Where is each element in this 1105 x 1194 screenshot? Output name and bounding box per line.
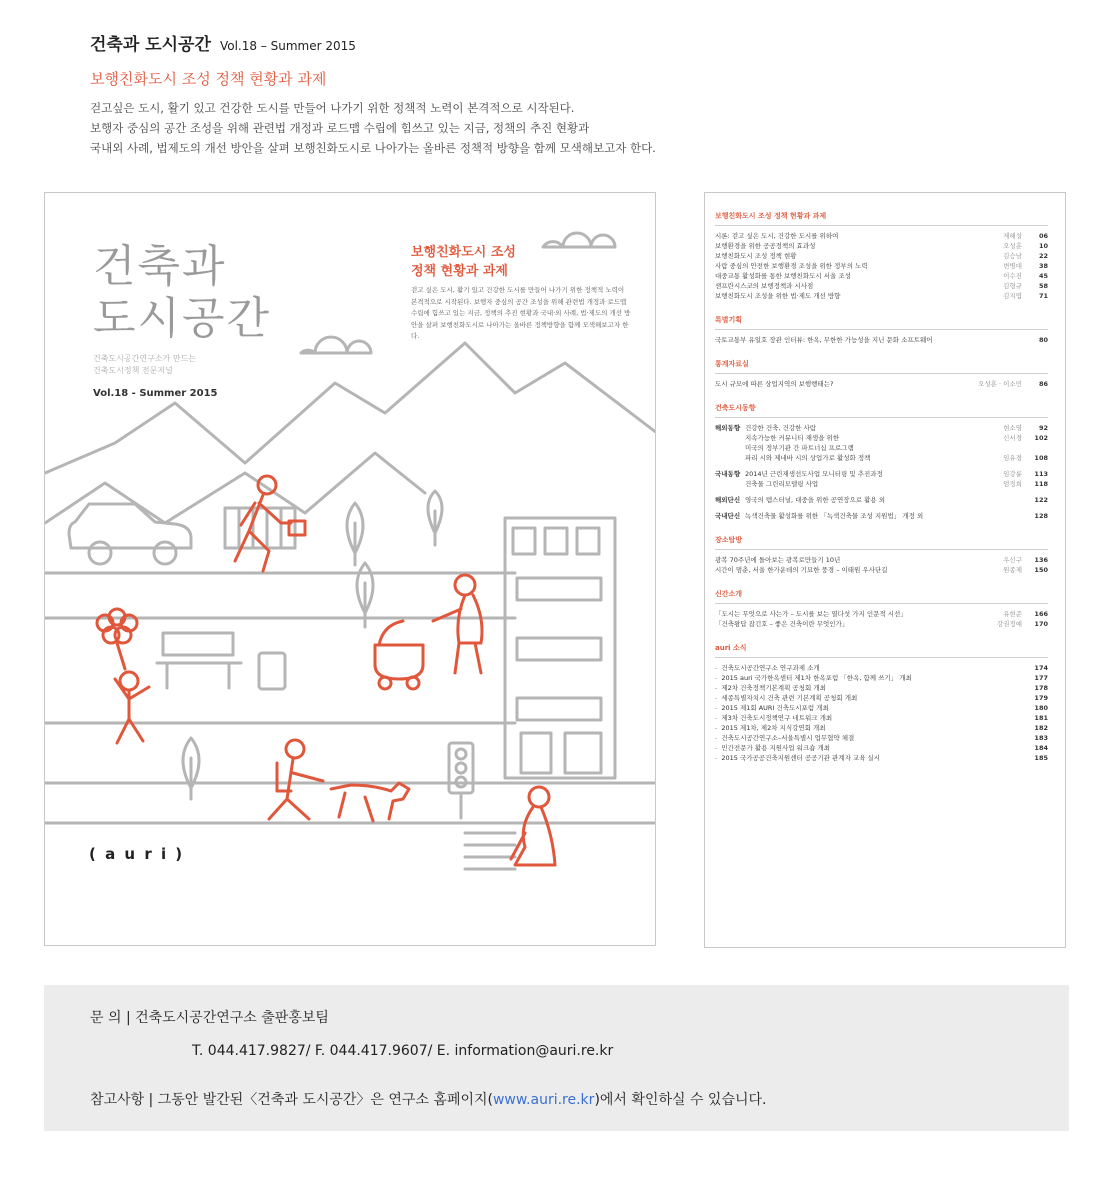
toc-entry-title: 대중교통 활성화를 통한 보행친화도시 서울 조성 — [715, 272, 851, 280]
toc-entry-title: - 2015 auri 국가한옥센터 제1차 한옥포럼 「한옥, 함께 쓰기」 개최 — [715, 673, 964, 683]
toc-author — [964, 723, 1022, 733]
toc-page: 183 — [1034, 734, 1048, 742]
toc-author: 이수진 — [1003, 272, 1022, 280]
toc-section — [715, 359, 1048, 399]
toc-page: 174 — [1034, 664, 1048, 672]
toc-page: 177 — [1034, 674, 1048, 682]
toc-author — [964, 673, 1022, 683]
toc-page: 45 — [1038, 272, 1048, 280]
toc-author: 원종제 — [1003, 566, 1022, 574]
toc-page: 92 — [1038, 424, 1048, 432]
toc-author — [964, 335, 1022, 345]
toc-row[interactable] — [715, 261, 1048, 271]
toc-page: 166 — [1034, 610, 1048, 618]
toc-author — [964, 683, 1022, 693]
toc-category — [715, 479, 745, 489]
toc-page: 122 — [1034, 496, 1048, 504]
cover-volume: Vol.18 - Summer 2015 — [93, 388, 218, 399]
toc-entry-title: 보행환경을 위한 공공정책의 효과성 — [715, 242, 816, 250]
toc-page: 180 — [1034, 704, 1048, 712]
toc-page: 06 — [1038, 232, 1048, 240]
toc-author: 임강륜 — [1003, 470, 1022, 478]
phone-line: T. 044.417.9827/ F. 044.417.9607/ E. information@auri.re.kr — [192, 1043, 614, 1059]
toc-entry-title: 녹색건축물 활성화를 위한 「녹색건축물 조성 지원법」 개정 외 — [745, 512, 924, 520]
toc-section-title: 보행친화도시 조성 정책 현황과 과제 — [715, 211, 1048, 226]
toc-author: 제해성 — [1003, 232, 1022, 240]
toc-author: 오성훈 — [1003, 242, 1022, 250]
magazine-cover[interactable] — [44, 192, 656, 946]
toc-entry-title: 건강한 건축, 건강한 사람 — [745, 424, 817, 432]
toc-author: 우신구 — [1003, 556, 1022, 564]
toc-row[interactable] — [715, 271, 1048, 281]
toc-row[interactable] — [715, 673, 1048, 683]
toc-author — [964, 743, 1022, 753]
toc-entry-title: 도시 규모에 따른 상업지역의 보행행태는? — [715, 380, 834, 388]
toc-author: 변병대 — [1003, 262, 1022, 270]
toc-page: 108 — [1034, 454, 1048, 462]
toc-page: 22 — [1038, 252, 1048, 260]
contact-box — [44, 985, 1069, 1131]
toc-entry-title: 지속가능한 커뮤니티 재생을 위한 미국의 정부기관 간 파트너십 프로그램 — [745, 434, 854, 452]
toc-author: 임유경 — [1003, 454, 1022, 462]
toc-section — [715, 589, 1048, 639]
magazine-title: 건축과 도시공간 — [90, 35, 211, 55]
toc-entry-title: 「건축왕답 잡긴호 – 좋은 건축이란 무엇인가」 — [715, 620, 849, 628]
toc-page: 118 — [1034, 480, 1048, 488]
toc-row[interactable] — [715, 335, 1048, 345]
cover-logo-line: 건축과 — [93, 241, 227, 292]
toc-page: 136 — [1034, 556, 1048, 564]
toc-page: 113 — [1034, 470, 1048, 478]
toc-row[interactable] — [715, 251, 1048, 261]
toc-section-title: 장소탐방 — [715, 535, 1048, 550]
cover-headline — [411, 243, 516, 281]
toc-page: 181 — [1034, 714, 1048, 722]
toc-row[interactable] — [715, 231, 1048, 241]
toc-page: 102 — [1034, 434, 1048, 442]
toc-entry-title: - 제2차 건축정책기본계획 공청회 개최 — [715, 683, 964, 693]
toc-entry-title: 보행친화도시 조성 정책 현황 — [715, 252, 797, 260]
toc-row[interactable] — [715, 423, 1048, 433]
intro-line: 걷고싶은 도시, 활기 있고 건강한 도시를 만들어 나가기 위한 정책적 노력이 본격적으로 시작된다. — [90, 101, 575, 115]
toc-page: 71 — [1038, 292, 1048, 300]
toc-page: 38 — [1038, 262, 1048, 270]
note-prefix: 참고사항 | 그동안 발간된〈건축과 도시공간〉은 연구소 홈페이지( — [90, 1092, 493, 1108]
toc-author — [964, 753, 1022, 763]
toc-row[interactable] — [715, 743, 1048, 753]
cover-tagline — [93, 353, 196, 377]
toc-entry-title: 샌프란시스코의 보행정책과 시사점 — [715, 282, 814, 290]
toc-section-title: auri 소식 — [715, 643, 1048, 658]
toc-entry-title: 「도시는 무엇으로 사는가 – 도시를 보는 열다섯 가지 인문적 시선」 — [715, 610, 907, 618]
toc-row[interactable] — [715, 693, 1048, 703]
toc-row[interactable] — [715, 241, 1048, 251]
toc-row[interactable] — [715, 733, 1048, 743]
intro-text — [90, 98, 656, 158]
toc-author — [964, 733, 1022, 743]
toc-row[interactable] — [715, 453, 1048, 463]
toc-entry-title: - 건축도시공간연구소 연구과제 소개 — [715, 663, 964, 673]
toc-category: 해외동향 — [715, 424, 741, 432]
toc-page: 10 — [1038, 242, 1048, 250]
note-line — [90, 1089, 766, 1109]
toc-entry-title: 사람 중심의 안전한 보행환경 조성을 위한 정부의 노력 — [715, 262, 868, 270]
toc-entry-title: 국토교통부 유일호 장관 인터뷰: 한옥, 무한한 가능성을 지닌 문화 소프트웨어 — [715, 336, 933, 344]
toc-category: 국내동향 — [715, 470, 741, 478]
note-suffix: )에서 확인하실 수 있습니다. — [594, 1092, 767, 1108]
toc-entry-title: 건축물 그린리모델링 사업 — [745, 480, 819, 488]
toc-entry-title: - 제3차 건축도시정책연구 네트워크 개최 — [715, 713, 964, 723]
intro-line: 보행자 중심의 공간 조성을 위해 관련법 개정과 로드맵 수립에 힘쓰고 있는 지금, 정책의 추진 현황과 — [90, 121, 590, 135]
toc-entry-title: 2014년 근린재생선도사업 모니터링 및 추진과정 — [745, 470, 883, 478]
toc-author: 신서경 — [1003, 434, 1022, 442]
toc-author — [964, 693, 1022, 703]
toc-page: 128 — [1034, 512, 1048, 520]
toc-page: 150 — [1034, 566, 1048, 574]
toc-row[interactable] — [715, 495, 1048, 505]
toc-page: 58 — [1038, 282, 1048, 290]
toc-entry-title: 영국의 템스터널, 대중을 위한 공연장으로 활용 외 — [745, 496, 886, 504]
toc-author — [964, 703, 1022, 713]
toc-page: 80 — [1038, 336, 1048, 344]
toc-entry-title: 파리 시와 제네바 시의 상업가로 활성화 정책 — [745, 454, 871, 462]
toc-row[interactable] — [715, 379, 1048, 389]
toc-entry-title: 시간이 멈춘, 서울 한가운데의 기묘한 풍경 – 이태원 우사단길 — [715, 566, 888, 574]
toc-page: 86 — [1038, 380, 1048, 388]
toc-section — [715, 535, 1048, 585]
cover-abstract: 걷고 싶은 도시, 활기 있고 건강한 도시를 만들어 나가기 위한 정책적 노력이 본격적으로 시작된다. 보행자 중심의 공간 조성을 위해 관련법 개정과 로드맵 수립에 힘쓰고 있는 지금, 정책의 추진 현황과 국내·외 사례, 법·제도의 개선 방안을 살펴 보행친화도시로 나아가는 올바른 정책방향을 함께 모색해보고자 한다. — [411, 286, 631, 340]
toc-entry-title: - 건축도시공간연구소–서울특별시 업무협약 체결 — [715, 733, 964, 743]
toc-row[interactable] — [715, 753, 1048, 763]
cloud-icon — [543, 233, 615, 247]
toc-author — [964, 495, 1022, 505]
toc-entry-title: 시론: 걷고 싶은 도시, 건강한 도시를 위하여 — [715, 232, 839, 240]
toc-section — [715, 643, 1048, 773]
toc-entry-title: - 세종특별자치시 건축 관련 기본계획 공청회 개최 — [715, 693, 964, 703]
cover-headline-line: 정책 현황과 과제 — [411, 264, 508, 279]
toc-body — [715, 211, 1048, 777]
toc-row[interactable] — [715, 683, 1048, 693]
website-link[interactable]: www.auri.re.kr — [492, 1092, 595, 1108]
toc-section-title: 건축도시동향 — [715, 403, 1048, 418]
toc-author: 현소영 — [1003, 424, 1022, 432]
toc-author: 김형규 — [1003, 282, 1022, 290]
toc-author — [964, 511, 1022, 521]
toc-row[interactable] — [715, 565, 1048, 575]
magazine-volume: Vol.18 – Summer 2015 — [219, 39, 356, 53]
header — [90, 30, 356, 55]
cover-headline-line: 보행친화도시 조성 — [411, 245, 516, 260]
toc-section-title: 통계자료실 — [715, 359, 1048, 374]
toc-page: 178 — [1034, 684, 1048, 692]
inquiry-line: 문 의 | 건축도시공간연구소 출판홍보팀 — [90, 1010, 329, 1026]
toc-row[interactable] — [715, 703, 1048, 713]
toc-page: 184 — [1034, 744, 1048, 752]
toc-author: 김지엽 — [1003, 292, 1022, 300]
toc-row[interactable] — [715, 609, 1048, 619]
toc-entry-title: - 2015 국가공공건축지원센터 공공기관 관계자 교육 실시 — [715, 753, 964, 763]
toc-entry-title: - 민간전문가 활용 지원사업 워크숍 개최 — [715, 743, 964, 753]
toc-section-title: 신간소개 — [715, 589, 1048, 604]
toc-section — [715, 403, 1048, 531]
toc-category — [715, 433, 745, 453]
toc-section — [715, 211, 1048, 311]
toc-section — [715, 315, 1048, 355]
toc-category: 국내단신 — [715, 512, 741, 520]
toc-row[interactable] — [715, 723, 1048, 733]
toc-entry-title: 광복 70주년에 돌아보는 광복로만들기 10년 — [715, 556, 841, 564]
toc-row[interactable] — [715, 291, 1048, 301]
toc-row[interactable] — [715, 479, 1048, 489]
toc-page: 185 — [1034, 754, 1048, 762]
cover-logo-line: 도시공간 — [93, 293, 272, 344]
toc-page: 182 — [1034, 724, 1048, 732]
toc-row[interactable] — [715, 713, 1048, 723]
cover-tagline-line: 건축도시공간연구소가 만드는 — [93, 354, 197, 363]
toc-author — [964, 663, 1022, 673]
cover-tagline-line: 건축도시정책 전문저널 — [93, 366, 173, 375]
toc-category: 해외단신 — [715, 496, 741, 504]
auri-logo: ( a u r i ) — [89, 845, 185, 863]
cloud-icon — [301, 337, 371, 353]
toc-section-title: 특별기획 — [715, 315, 1048, 330]
intro-line: 국내외 사례, 법제도의 개선 방안을 살펴 보행친화도시로 나아가는 올바른 정책적 방향을 함께 모색해보고자 한다. — [90, 141, 656, 155]
toc-author: 강권정예 — [996, 620, 1022, 628]
toc-row[interactable] — [715, 555, 1048, 565]
toc-entry-title: - 2015 제1회 AURI 건축도시포럼 개최 — [715, 703, 964, 713]
toc-page: 170 — [1034, 620, 1048, 628]
toc-row[interactable] — [715, 511, 1048, 521]
toc-row[interactable] — [715, 469, 1048, 479]
toc-author: 오성훈 · 이소민 — [978, 380, 1022, 388]
toc-author — [964, 713, 1022, 723]
toc-page: 179 — [1034, 694, 1048, 702]
toc-row[interactable] — [715, 433, 1048, 453]
toc-author: 김승남 — [1003, 252, 1022, 260]
toc-row[interactable] — [715, 663, 1048, 673]
table-of-contents[interactable] — [704, 192, 1066, 948]
toc-row[interactable] — [715, 619, 1048, 629]
cover-logo — [93, 241, 271, 345]
article-title: 보행친화도시 조성 정책 현황과 과제 — [90, 70, 327, 88]
toc-author: 유현준 — [1003, 610, 1022, 618]
toc-entry-title: - 2015 제1차, 제2차 지식강연회 개최 — [715, 723, 964, 733]
toc-row[interactable] — [715, 281, 1048, 291]
toc-entry-title: 보행친화도시 조성을 위한 법·제도 개선 방향 — [715, 292, 841, 300]
toc-author: 엄정희 — [1003, 480, 1022, 488]
toc-category — [715, 453, 745, 463]
